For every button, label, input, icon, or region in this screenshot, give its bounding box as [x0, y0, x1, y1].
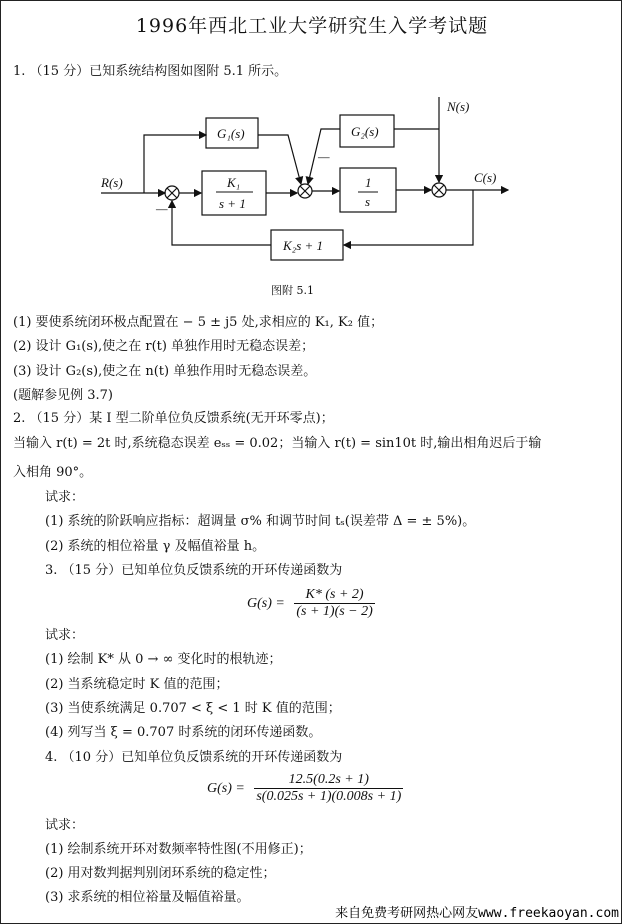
q4-ask: 试求：	[45, 818, 85, 833]
g2-label: G₂(s)	[351, 124, 379, 139]
q3-item-3: (3) 当使系统满足 0.707 < ξ < 1 时 K 值的范围；	[45, 701, 341, 716]
q1-item-2: (2) 设计 G₁(s),使之在 r(t) 单独作用时无稳态误差；	[13, 339, 315, 354]
q3-item-2: (2) 当系统稳定时 K 值的范围；	[45, 677, 229, 692]
minus-sign-2: —	[318, 149, 330, 164]
q3-header: 3. （15 分）已知单位负反馈系统的开环传递函数为	[45, 563, 343, 578]
block-diagram	[1, 89, 622, 301]
q4-formula-denominator: s(0.025s + 1)(0.008s + 1)	[256, 789, 402, 804]
q3-formula-numerator: K* (s + 2)	[294, 587, 374, 604]
q4-header: 4. （10 分）已知单位负反馈系统的开环传递函数为	[45, 750, 343, 765]
q4-formula-numerator: 12.5(0.2s + 1)	[254, 772, 403, 789]
noise-label: N(s)	[447, 99, 470, 114]
g1-label: G₁(s)	[217, 126, 245, 141]
feedback-line	[344, 190, 473, 245]
q2-header: 2. （15 分）某 I 型二阶单位负反馈系统(无开环零点)；	[13, 411, 334, 426]
integrator-denominator: s	[365, 194, 371, 209]
q2-ask: 试求：	[45, 490, 85, 505]
q2-item-2: (2) 系统的相位裕量 γ 及幅值裕量 h。	[45, 539, 266, 554]
minus-sign-1: —	[156, 201, 168, 216]
q2-condition-cont: 入相角 90°。	[13, 465, 93, 480]
k1-denominator: s + 1	[219, 196, 246, 211]
q1-reference: (题解参见例 3.7)	[13, 388, 113, 403]
q3-formula-lhs: G(s) =	[247, 595, 285, 611]
source-watermark: 来自免费考研网热心网友www.freekaoyan.com	[335, 906, 619, 921]
q1-header: 1. （15 分）已知系统结构图如图附 5.1 所示。	[13, 64, 288, 79]
q3-formula	[247, 587, 375, 620]
q1-item-3: (3) 设计 G₂(s),使之在 n(t) 单独作用时无稳态误差。	[13, 364, 317, 379]
page-title: 1996年西北工业大学研究生入学考试题	[135, 15, 489, 37]
g1-feed-line	[144, 135, 206, 193]
q3-formula-denominator: (s + 1)(s − 2)	[296, 604, 373, 619]
k1-numerator: K₁	[227, 175, 241, 190]
output-label: C(s)	[474, 170, 497, 185]
q3-item-4: (4) 列写当 ξ = 0.707 时系统的闭环传递函数。	[45, 725, 322, 740]
q4-item-2: (2) 用对数判据判别闭环系统的稳定性；	[45, 866, 276, 881]
q4-item-1: (1) 绘制系统开环对数频率特性图(不用修正)；	[45, 842, 312, 857]
q2-condition: 当输入 r(t) = 2t 时,系统稳态误差 eₛₛ = 0.02；当输入 r(t) = sin10t 时,输出相角迟后于输	[13, 436, 542, 451]
q4-formula	[207, 772, 403, 805]
q4-formula-lhs: G(s) =	[207, 780, 245, 796]
q1-item-1: (1) 要使系统闭环极点配置在 − 5 ± j5 处,求相应的 K₁, K₂ 值；	[13, 315, 384, 330]
figure-caption: 图附 5.1	[271, 284, 314, 297]
q4-item-3: (3) 求系统的相位裕量及幅值裕量。	[45, 890, 250, 905]
input-label: R(s)	[101, 175, 123, 190]
q2-item-1: (1) 系统的阶跃响应指标：超调量 σ% 和调节时间 tₛ(误差带 Δ = ± 5%)。	[45, 514, 476, 529]
q3-ask: 试求：	[45, 628, 85, 643]
integrator-numerator: 1	[365, 175, 372, 190]
q3-item-1: (1) 绘制 K* 从 0 → ∞ 变化时的根轨迹；	[45, 652, 282, 667]
feedback-label: K₂s + 1	[283, 238, 324, 253]
